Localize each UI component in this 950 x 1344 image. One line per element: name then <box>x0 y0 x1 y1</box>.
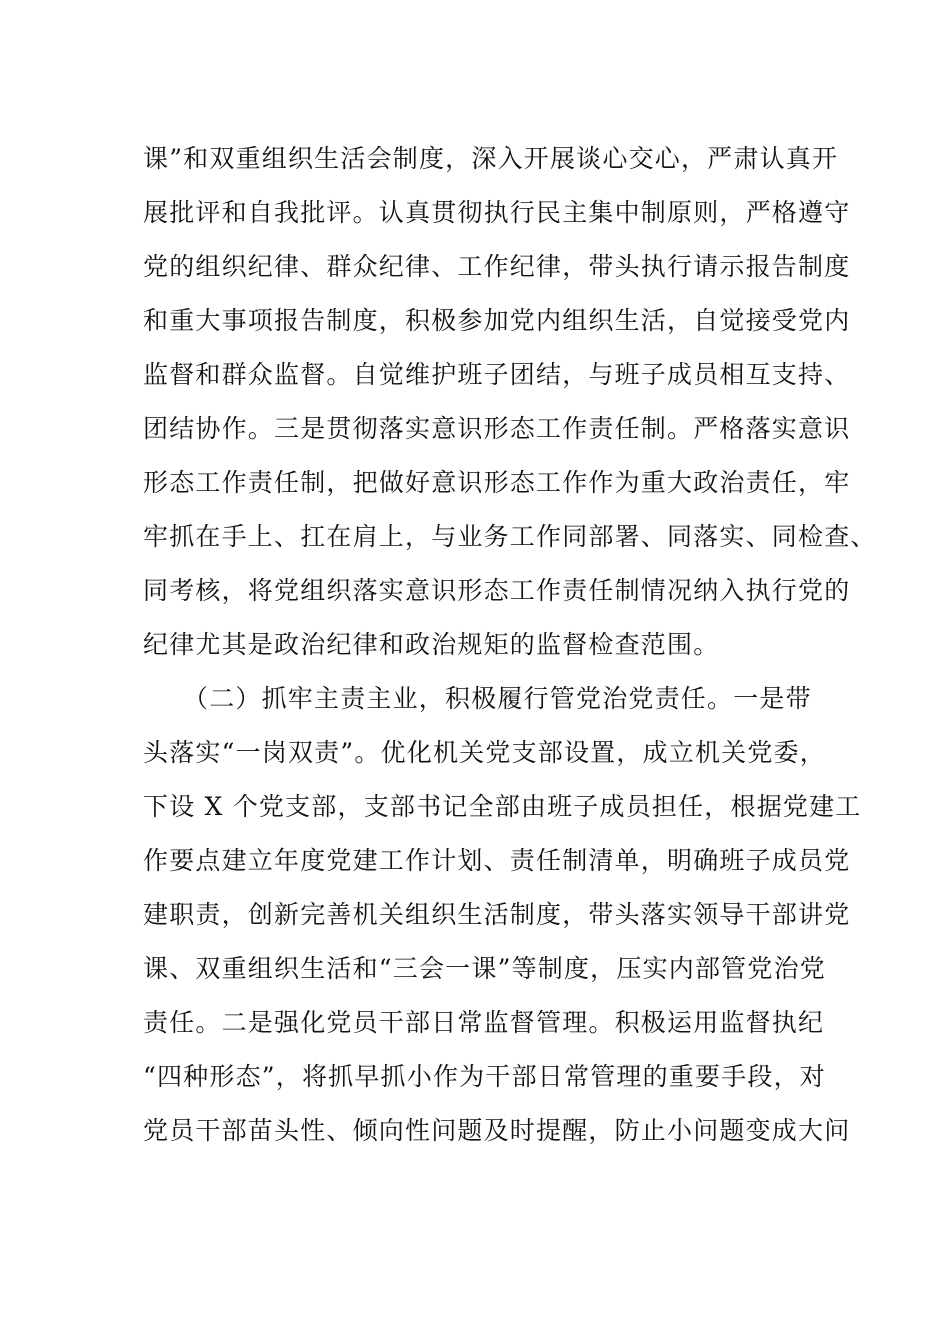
text-line: 团结协作。三是贯彻落实意识形态工作责任制。严格落实意识 <box>143 414 851 443</box>
text-line: 展批评和自我批评。认真贯彻执行民主集中制原则，严格遵守 <box>143 198 851 227</box>
section-heading-line: （二）抓牢主责主业，积极履行管党治党责任。一是带 <box>183 684 812 713</box>
text-line: 形态工作责任制，把做好意识形态工作作为重大政治责任，牢 <box>143 468 851 497</box>
text-line: “四种形态”，将抓早抓小作为干部日常管理的重要手段，对 <box>143 1062 826 1091</box>
text-line: 党的组织纪律、群众纪律、工作纪律，带头执行请示报告制度 <box>143 252 851 281</box>
text-line: 建职责，创新完善机关组织生活制度，带头落实领导干部讲党 <box>143 900 851 929</box>
text-line: 作要点建立年度党建工作计划、责任制清单，明确班子成员党 <box>143 846 851 875</box>
text-line: 和重大事项报告制度，积极参加党内组织生活，自觉接受党内 <box>143 306 851 335</box>
text-line: 下设 X 个党支部，支部书记全部由班子成员担任，根据党建工 <box>143 792 862 821</box>
text-line: 党员干部苗头性、倾向性问题及时提醒，防止小问题变成大问 <box>143 1116 851 1145</box>
text-line: 课”和双重组织生活会制度，深入开展谈心交心，严肃认真开 <box>143 144 839 173</box>
text-line: 责任。二是强化党员干部日常监督管理。积极运用监督执纪 <box>143 1008 825 1037</box>
text-line: 课、双重组织生活和“三会一课”等制度，压实内部管党治党 <box>143 954 826 983</box>
text-line: 监督和群众监督。自觉维护班子团结，与班子成员相互支持、 <box>143 360 851 389</box>
body-text <box>143 132 877 1158</box>
text-line: 头落实“一岗双责”。优化机关党支部设置，成立机关党委， <box>143 738 826 767</box>
text-line: 纪律尤其是政治纪律和政治规矩的监督检查范围。 <box>143 630 720 659</box>
text-line: 牢抓在手上、扛在肩上，与业务工作同部署、同落实、同检查、 <box>143 522 877 551</box>
text-line: 同考核，将党组织落实意识形态工作责任制情况纳入执行党的 <box>143 576 851 605</box>
